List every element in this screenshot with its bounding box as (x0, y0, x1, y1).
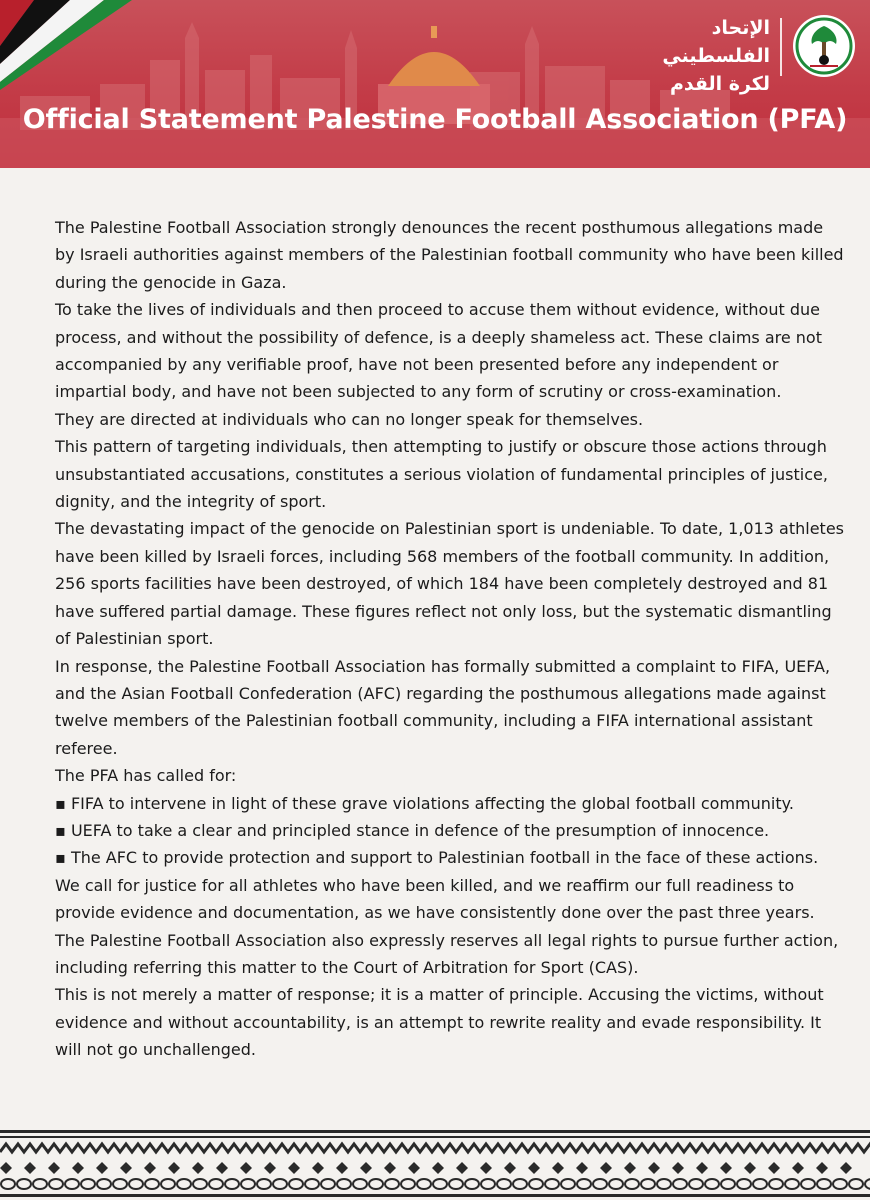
paragraph: This pattern of targeting individuals, then attempting to justify or obscure those actions through unsubstantiated accusations, constitutes a serious violation of fundamental principles of justice, dignity, and the integrity of sport. (55, 437, 828, 512)
brand-line-2: لكرة القدم (669, 73, 770, 95)
paragraph: We call for justice for all athletes who have been killed, and we reaffirm our full readiness to provide evidence and documentation, as we have consistently done over the past three years. (55, 875, 815, 923)
pfa-arabic-wordmark (606, 14, 770, 98)
statement-body (55, 214, 845, 1064)
keffiyeh-pattern-border (0, 1118, 870, 1200)
header-banner (0, 0, 870, 168)
paragraph: This is not merely a matter of response; it is a matter of principle. Accusing the victims, without evidence and without accountability, is an attempt to rewrite reality and evade responsibility. It will not go unchallenged. (55, 985, 824, 1060)
paragraph: The Palestine Football Association strongly denounces the recent posthumous allegations made by Israeli authorities against members of the Palestinian football community who have been killed during the genocide in Gaza. (55, 218, 844, 292)
bullet-item: ▪ FIFA to intervene in light of these grave violations affecting the global football community. (55, 790, 845, 817)
paragraph: The Palestine Football Association also expressly reserves all legal rights to pursue further action, including referring this matter to the Court of Arbitration for Sport (CAS). (55, 930, 839, 977)
paragraph: In response, the Palestine Football Association has formally submitted a complaint to FIFA, UEFA, and the Asian Football Confederation (AFC) regarding the posthumous allegations made against twelve members of the Palestinian football community, including a FIFA international assistant referee. (55, 656, 831, 758)
bullet-item: ▪ The AFC to provide protection and support to Palestinian football in the face of these actions. (55, 844, 845, 871)
page-title: Official Statement Palestine Football Association (PFA) (22, 104, 848, 135)
bullet-item: ▪ UEFA to take a clear and principled stance in defence of the presumption of innocence. (55, 817, 845, 844)
paragraph: To take the lives of individuals and then proceed to accuse them without evidence, without due process, and without the possibility of defence, is a deeply shameless act. These claims are not accompanied by any verifiable proof, have not been presented before any independent or impartial body, and have not been subjected to any form of scrutiny or cross-examination. (55, 300, 822, 402)
palestine-flag-icon (0, 0, 190, 90)
paragraph: The PFA has called for: (55, 766, 237, 786)
brand-line-1: الإتحاد الفلسطيني (662, 17, 770, 67)
paragraph: The devastating impact of the genocide on Palestinian sport is undeniable. To date, 1,013 athletes have been killed by Israeli forces, including 568 members of the football community. In addition, 256 sports facilities have been destroyed, of which 184 have been completely destroyed and 81 have suffered partial damage. These figures reflect not only loss, but the systematic dismantling of Palestinian sport. (55, 519, 845, 649)
pfa-logo-icon (792, 14, 856, 78)
pfa-brand (606, 14, 856, 95)
paragraph: They are directed at individuals who can no longer speak for themselves. (55, 409, 644, 429)
brand-divider (780, 18, 782, 76)
